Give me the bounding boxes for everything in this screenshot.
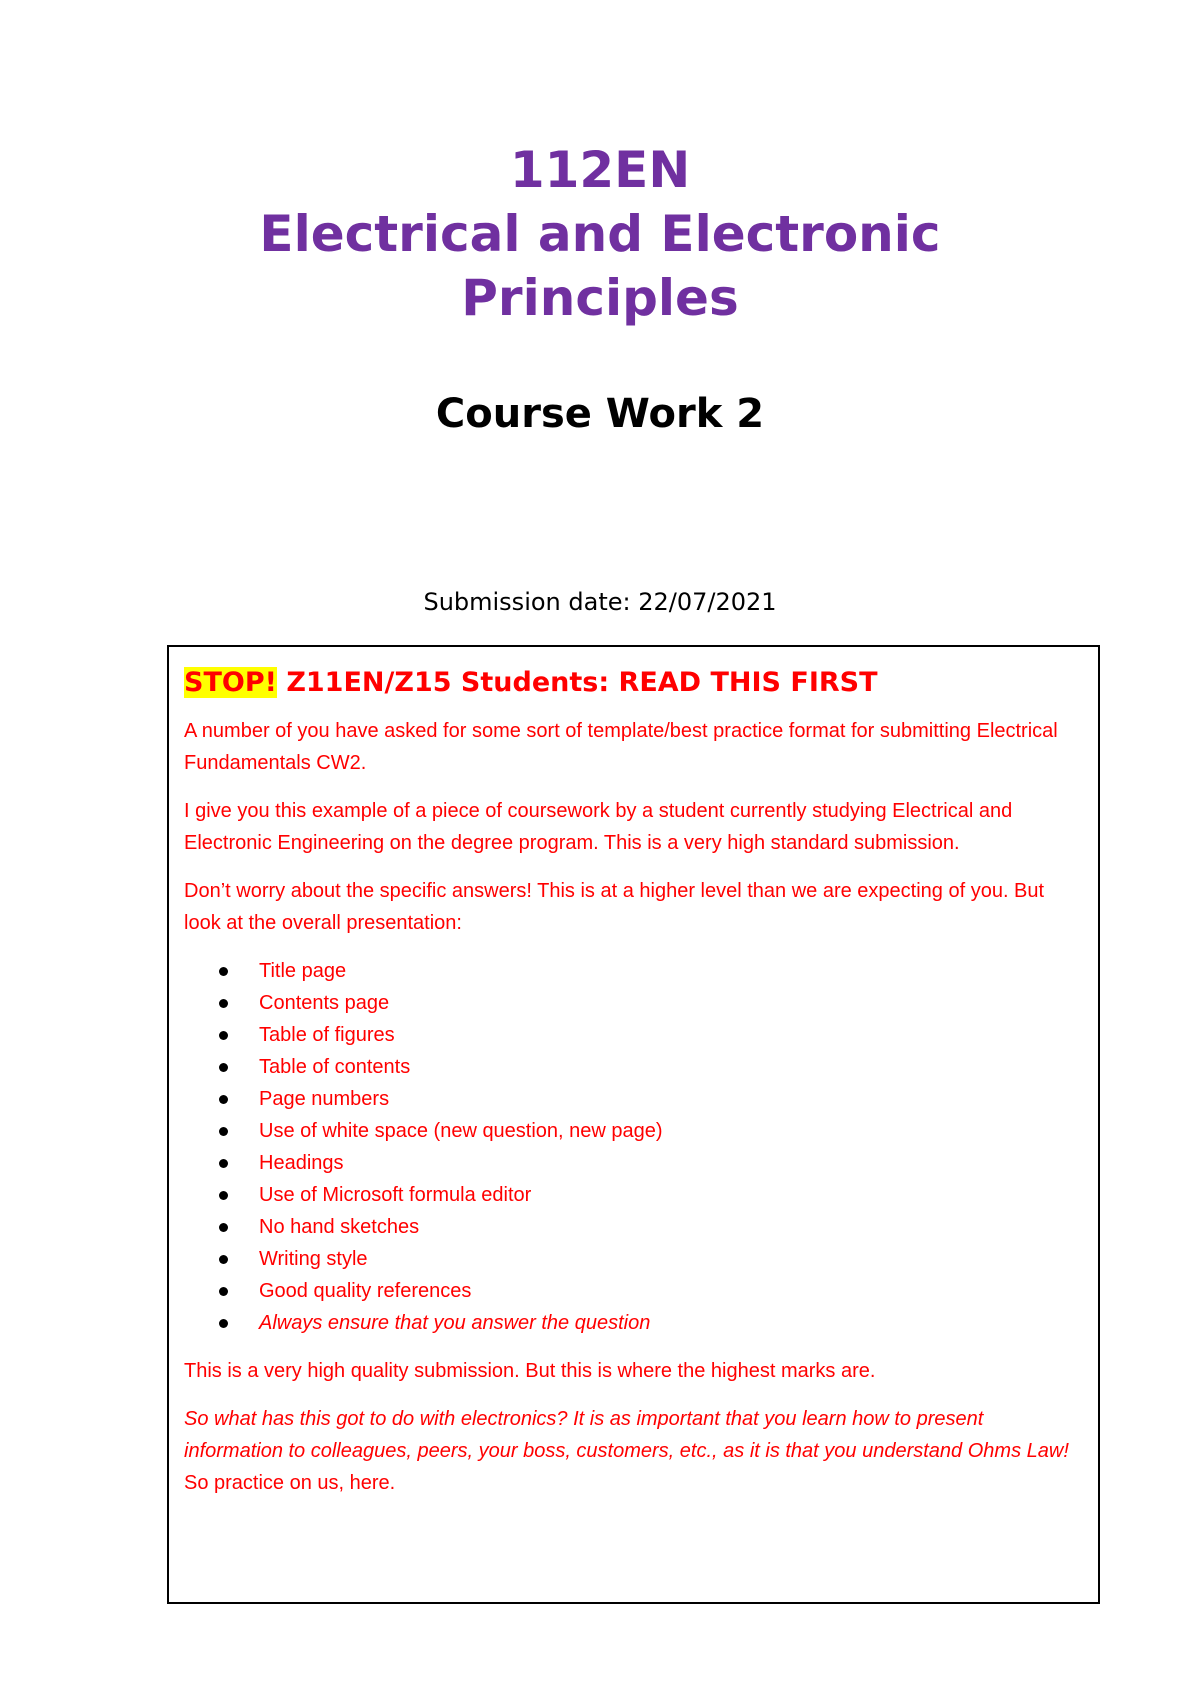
bullet-icon — [219, 1319, 228, 1328]
bullet-icon — [219, 1255, 228, 1264]
stop-label: STOP! — [184, 667, 277, 698]
list-item — [184, 987, 1084, 1019]
notice-heading — [184, 661, 1084, 705]
module-code: 112EN — [509, 141, 691, 199]
notice-paragraph-5-italic: So what has this got to do with electronics? It is as important that you learn how to present information to colleagues, peers, your boss, customers, etc., as it is that you understand Ohms Law! — [184, 1408, 1069, 1462]
presentation-checklist — [184, 955, 1084, 1339]
notice-paragraph-5-tail: So practice on us, here. — [184, 1472, 396, 1494]
module-name-line-1: Electrical and Electronic — [259, 205, 941, 263]
list-item-text: Title page — [259, 960, 347, 982]
list-item-text: No hand sketches — [259, 1216, 420, 1238]
bullet-icon — [219, 1031, 228, 1040]
bullet-icon — [219, 1287, 228, 1296]
bullet-icon — [219, 1159, 228, 1168]
bullet-icon — [219, 1063, 228, 1072]
notice-paragraph-5 — [184, 1403, 1084, 1499]
list-item-text: Table of figures — [259, 1024, 395, 1046]
coursework-title: Course Work 2 — [435, 391, 765, 437]
list-item-text: Page numbers — [259, 1088, 390, 1110]
list-item — [184, 1147, 1084, 1179]
list-item-text: Writing style — [259, 1248, 368, 1270]
list-item-text: Headings — [259, 1152, 344, 1174]
bullet-icon — [219, 1127, 228, 1136]
list-item — [184, 955, 1084, 987]
list-item — [184, 1275, 1084, 1307]
list-item — [184, 1307, 1084, 1339]
notice-paragraph-4: This is a very high quality submission. But this is where the highest marks are. — [184, 1360, 876, 1382]
list-item — [184, 1211, 1084, 1243]
list-item-text: Use of Microsoft formula editor — [259, 1184, 532, 1206]
list-item — [184, 1019, 1084, 1051]
bullet-icon — [219, 1223, 228, 1232]
list-item-text: Table of contents — [259, 1056, 411, 1078]
bullet-icon — [219, 1095, 228, 1104]
bullet-icon — [219, 999, 228, 1008]
notice-paragraph-1: A number of you have asked for some sort of template/best practice format for submitting Electrical Fundamentals CW2. — [184, 720, 1058, 774]
notice-paragraph-2: I give you this example of a piece of coursework by a student currently studying Electrical and Electronic Engineering on the degree program. This is a very high standard submission. — [184, 800, 1013, 854]
notice-paragraph-3: Don’t worry about the specific answers! This is at a higher level than we are expecting of you. But look at the overall presentation: — [184, 880, 1045, 934]
bullet-icon — [219, 967, 228, 976]
notice-heading-text: Z11EN/Z15 Students: READ THIS FIRST — [276, 667, 878, 698]
document-title — [0, 138, 1200, 330]
notice-box — [167, 645, 1100, 1604]
list-item-text: Use of white space (new question, new page) — [259, 1120, 663, 1142]
list-item — [184, 1115, 1084, 1147]
submission-date: Submission date: 22/07/2021 — [423, 588, 777, 616]
list-item — [184, 1083, 1084, 1115]
list-item-text: Good quality references — [259, 1280, 472, 1302]
list-item-text: Contents page — [259, 992, 390, 1014]
list-item-text: Always ensure that you answer the question — [259, 1312, 651, 1334]
module-name-line-2: Principles — [461, 269, 739, 327]
list-item — [184, 1051, 1084, 1083]
list-item — [184, 1243, 1084, 1275]
bullet-icon — [219, 1191, 228, 1200]
list-item — [184, 1179, 1084, 1211]
